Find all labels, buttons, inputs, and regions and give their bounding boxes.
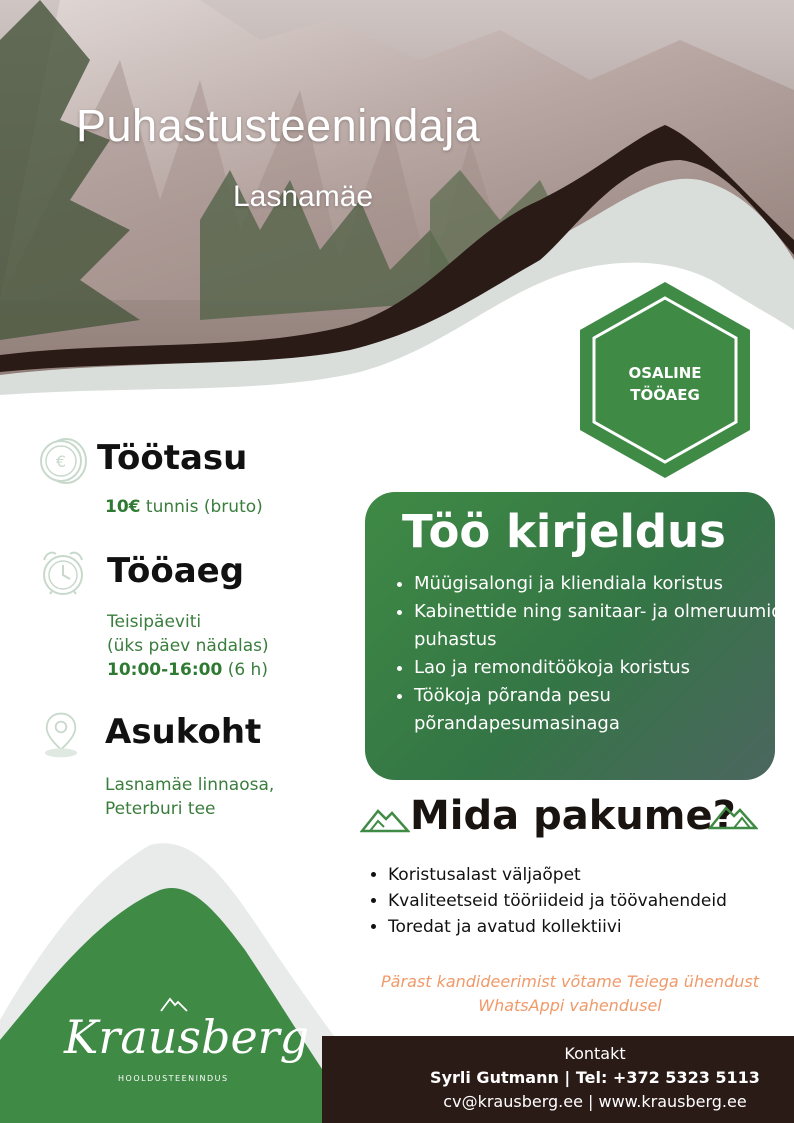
- schedule-detail: [107, 610, 269, 682]
- list-item: • Kabinettide ning sanitaar- ja olmeruumide puhastus: [414, 598, 794, 654]
- part-time-badge-label: [578, 362, 752, 406]
- list-item: • Töökoja põranda pesu põrandapesumasinaga: [414, 682, 794, 738]
- svg-text:€: €: [55, 452, 67, 471]
- contact-footer: [400, 1042, 790, 1114]
- schedule-duration: (6 h): [227, 660, 268, 680]
- contact-note-line-2: WhatsAppi vahendusel: [478, 996, 662, 1015]
- location-detail: [105, 773, 274, 821]
- company-logo: Krausberg: [64, 1010, 310, 1064]
- salary-unit: tunnis (bruto): [145, 497, 263, 517]
- location-heading: Asukoht: [105, 712, 262, 752]
- company-logo-tagline: HOOLDUSTEENINDUS: [118, 1074, 229, 1083]
- salary-amount: 10€: [105, 497, 141, 517]
- badge-line-2: TÖÖAEG: [630, 386, 700, 404]
- location-subtitle: Lasnamäe: [233, 180, 374, 213]
- euro-coin-icon: [38, 436, 88, 486]
- schedule-heading: Tööaeg: [107, 551, 245, 591]
- list-item: • Koristusalast väljaõpet: [388, 862, 794, 888]
- schedule-hours: 10:00-16:00: [107, 660, 223, 680]
- location-pin-icon: [36, 710, 86, 760]
- list-item: • Müügisalongi ja kliendiala koristus: [414, 570, 794, 598]
- offer-title: Mida pakume?: [410, 793, 736, 839]
- list-item: • Kvaliteetseid tööriideid ja töövahendeid: [388, 888, 794, 914]
- salary-detail: [105, 495, 263, 519]
- contact-links[interactable]: cv@krausberg.ee | www.krausberg.ee: [443, 1092, 747, 1111]
- job-description-list: [384, 570, 794, 738]
- contact-label: Kontakt: [564, 1044, 626, 1063]
- schedule-hours-line: [107, 658, 269, 682]
- list-item: • Toredat ja avatud kollektiivi: [388, 914, 794, 940]
- job-description-title: Töö kirjeldus: [402, 505, 726, 558]
- alarm-clock-icon: [38, 548, 88, 598]
- page-title: Puhastusteenindaja: [76, 100, 481, 151]
- salary-heading: Töötasu: [97, 438, 248, 478]
- contact-note-line-1: Pärast kandideerimist võtame Teiega ühendust: [381, 972, 759, 991]
- mountain-right-icon: [708, 800, 758, 830]
- location-district: Lasnamäe linnaosa,: [105, 775, 275, 795]
- schedule-days: Teisipäeviti: [107, 612, 202, 632]
- badge-line-1: OSALINE: [628, 364, 702, 382]
- location-street: Peterburi tee: [105, 799, 216, 819]
- schedule-frequency: (üks päev nädalas): [107, 636, 269, 656]
- list-item: • Lao ja remonditöökoja koristus: [414, 654, 794, 682]
- contact-person: Syrli Gutmann | Tel: +372 5323 5113: [430, 1068, 760, 1087]
- offer-list: [360, 862, 794, 940]
- mountain-left-icon: [360, 803, 410, 833]
